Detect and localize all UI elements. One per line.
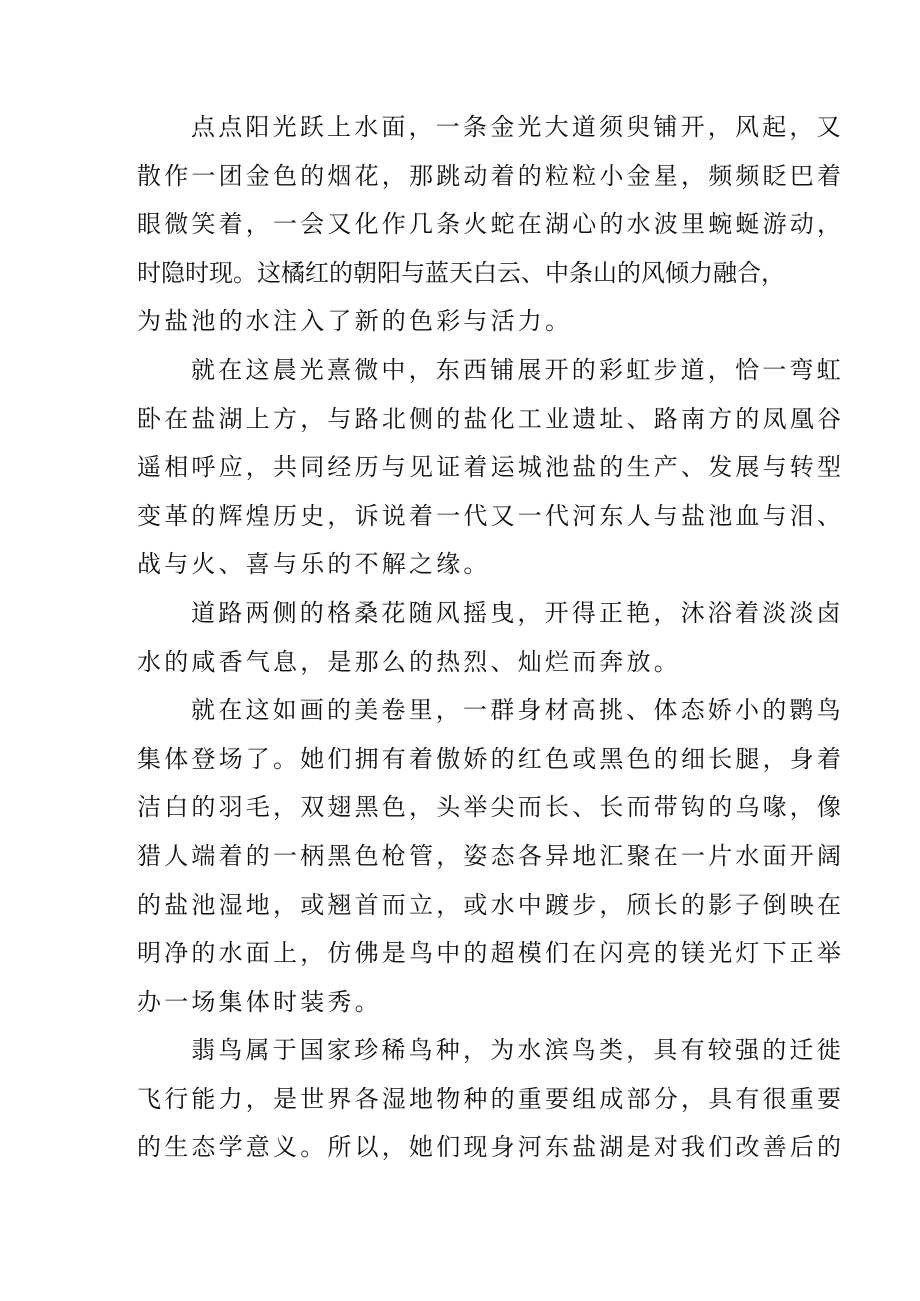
paragraph-line: 战与火、喜与乐的不解之缘。	[137, 550, 491, 579]
paragraph-line: 飞行能力，是世界各湿地物种的重要组成部分，具有很重要	[137, 1084, 845, 1113]
paragraph-2	[137, 346, 845, 589]
paragraph-line: 卧在盐湖上方，与路北侧的盐化工业遗址、路南方的凤凰谷	[137, 404, 845, 433]
paragraph-line: 的盐池湿地，或翘首而立，或水中踱步，颀长的影子倒映在	[137, 890, 845, 919]
paragraph-line: 就在这晨光熹微中，东西铺展开的彩虹步道，恰一弯虹	[191, 355, 844, 384]
paragraph-4	[137, 686, 845, 1026]
paragraph-line: 明净的水面上，仿佛是鸟中的超模们在闪亮的镁光灯下正举	[137, 939, 845, 968]
paragraph-line: 办一场集体时装秀。	[137, 987, 382, 1016]
paragraph-line: 水的咸香气息，是那么的热烈、灿烂而奔放。	[137, 647, 681, 676]
paragraph-3	[137, 589, 844, 686]
paragraph-5	[137, 1026, 845, 1172]
article-body	[137, 103, 845, 1172]
paragraph-line: 眼微笑着，一会又化作几条火蛇在湖心的水波里蜿蜒游动，	[137, 210, 845, 239]
paragraph-line: 道路两侧的格桑花随风摇曳，开得正艳，沐浴着淡淡卤	[191, 598, 844, 627]
paragraph-line: 遥相呼应，共同经历与见证着运城池盐的生产、发展与转型	[137, 453, 845, 482]
paragraph-line: 集体登场了。她们拥有着傲娇的红色或黑色的细长腿，身着	[137, 744, 845, 773]
paragraph-line: 时隐时现。这橘红的朝阳与蓝天白云、中条山的风倾力融合，	[137, 258, 785, 287]
paragraph-line: 洁白的羽毛，双翅黑色，头举尖而长、长而带钩的乌喙，像	[137, 793, 845, 822]
paragraph-line: 的生态学意义。所以，她们现身河东盐湖是对我们改善后的	[137, 1133, 845, 1162]
paragraph-line: 变革的辉煌历史，诉说着一代又一代河东人与盐池血与泪、	[137, 501, 845, 530]
paragraph-line: 就在这如画的美卷里，一群身材高挑、体态娇小的鹮鸟	[191, 696, 844, 725]
paragraph-line: 为盐池的水注入了新的色彩与活力。	[137, 307, 573, 336]
paragraph-line: 散作一团金色的烟花，那跳动着的粒粒小金星，频频眨巴着	[137, 161, 845, 190]
paragraph-1	[137, 103, 845, 346]
paragraph-line: 猎人端着的一柄黑色枪管，姿态各异地汇聚在一片水面开阔	[137, 841, 845, 870]
paragraph-line: 点点阳光跃上水面，一条金光大道须臾铺开，风起，又	[191, 113, 844, 141]
paragraph-line: 翡鸟属于国家珍稀鸟种，为水滨鸟类，具有较强的迁徙	[191, 1036, 844, 1065]
